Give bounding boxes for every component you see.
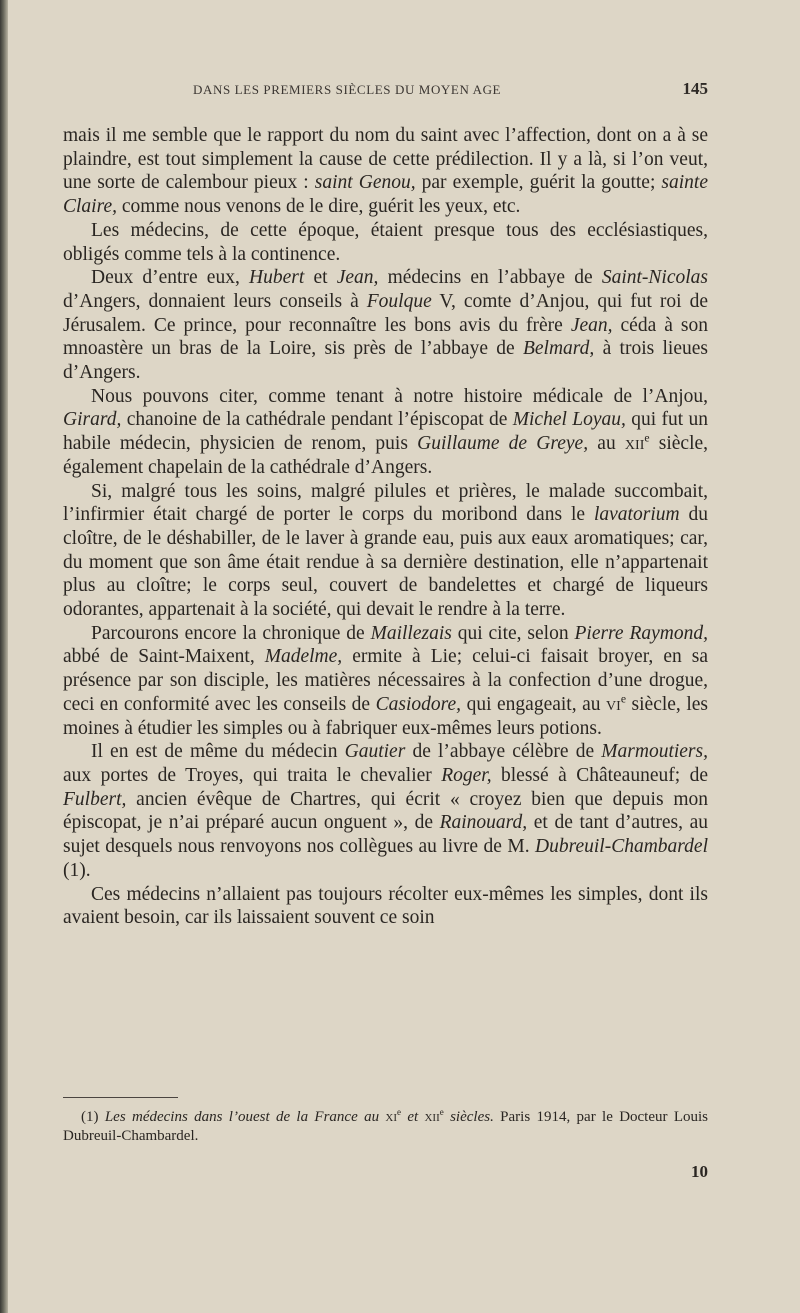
italic-text: siècles. bbox=[443, 1109, 494, 1125]
book-page bbox=[63, 0, 708, 1313]
superscript: e bbox=[644, 431, 650, 445]
book-spine-edge bbox=[0, 0, 8, 1313]
running-title: DANS LES PREMIERS SIÈCLES DU MOYEN AGE bbox=[193, 82, 502, 97]
text-run: qui cite, selon bbox=[451, 622, 575, 644]
signature-mark: 10 bbox=[691, 1162, 708, 1181]
body-text bbox=[63, 124, 708, 930]
italic-text: Madelme, bbox=[264, 646, 343, 668]
text-run: V, comte d’Anjou, qui fut roi de Jérusalem. Ce prince, pour reconnaître les bons avis du frère bbox=[63, 290, 708, 336]
footnote-paragraph bbox=[63, 1108, 708, 1146]
text-run: et de tant d’autres, au sujet desquels nous renvoyons nos collègues au livre de M. bbox=[63, 812, 708, 858]
body-paragraph bbox=[63, 622, 708, 741]
italic-text: Les médecins dans l’ouest de la France au bbox=[104, 1109, 386, 1125]
page-number: 145 bbox=[682, 79, 708, 98]
text-run: (1) bbox=[81, 1109, 105, 1125]
italic-text: Maillezais bbox=[370, 622, 452, 644]
roman-numeral: vi bbox=[606, 693, 621, 715]
italic-text: Fulbert, bbox=[63, 788, 127, 810]
italic-text: Marmoutiers, bbox=[601, 741, 708, 763]
text-run: qui engageait, au bbox=[461, 693, 607, 715]
italic-text: Casiodore, bbox=[375, 693, 462, 715]
footnote-separator bbox=[63, 1097, 178, 1098]
italic-text: Rainouard, bbox=[439, 812, 528, 834]
text-run: du cloître, de le déshabiller, de le laver à grande eau, puis aux eaux aromatiques; car, du moment que son âme était rendue à sa dernière destination, elle n’appartenait plus au cloître; le corps seul, couvert de bandelettes et chargé de liqueurs odorantes, appartenait à la société, qui devait le rendre à la terre. bbox=[63, 504, 709, 621]
text-run: siècle, les moines à étudier les simples ou à fabriquer eux-mêmes leurs potions. bbox=[63, 693, 708, 739]
roman-numeral: xii bbox=[424, 1109, 440, 1125]
text-run: Deux d’entre eux, bbox=[91, 267, 250, 289]
text-run: ancien évêque de Chartres, qui écrit « croyez bien que depuis mon épiscopat, je n’ai préparé aucun onguent », de bbox=[63, 788, 708, 834]
italic-text: Saint-Nicolas bbox=[601, 267, 709, 289]
italic-text: et bbox=[401, 1109, 425, 1125]
footnote bbox=[63, 1108, 708, 1146]
text-run: médecins en l’abbaye de bbox=[378, 267, 602, 289]
body-paragraph bbox=[63, 124, 708, 219]
italic-text: Jean, bbox=[570, 314, 613, 336]
text-run: Paris 1914, par le Docteur Louis Dubreuil-Chambardel. bbox=[63, 1109, 708, 1144]
italic-text: Guillaume de Greye, bbox=[417, 433, 589, 455]
text-run: comme nous venons de le dire, guérit les yeux, etc. bbox=[117, 196, 521, 218]
superscript: e bbox=[620, 692, 627, 706]
italic-text: Foulque bbox=[366, 290, 432, 312]
text-run: abbé de Saint-Maixent, bbox=[63, 646, 265, 668]
italic-text: Michel Loyau, bbox=[512, 409, 626, 431]
italic-text: Girard, bbox=[63, 409, 122, 431]
italic-text: Jean, bbox=[336, 267, 379, 289]
superscript: e bbox=[397, 1107, 401, 1117]
text-run: de l’abbaye célèbre de bbox=[405, 741, 602, 763]
body-paragraph bbox=[63, 883, 708, 930]
text-run: mais il me semble que le rapport du nom du saint avec l’affection, dont on a à se plaindre, est tout simplement la cause de cette prédilection. Il y a là, si l’on veut, une sorte de calembour pieux : bbox=[63, 125, 708, 194]
italic-text: Gautier bbox=[344, 741, 406, 763]
text-run: Nous pouvons citer, comme tenant à notre histoire médicale de l’Anjou, bbox=[91, 385, 708, 407]
text-run: chanoine de la cathédrale pendant l’épiscopat de bbox=[121, 409, 513, 431]
body-paragraph bbox=[63, 480, 708, 622]
text-run: qui fut un habile médecin, physicien de renom, puis bbox=[63, 409, 708, 455]
italic-text: Dubreuil-Chambardel bbox=[535, 836, 708, 858]
text-run: Il en est de même du médecin bbox=[91, 741, 345, 763]
text-run: Ces médecins n’allaient pas toujours récolter eux-mêmes les simples, dont ils avaient besoin, car ils laissaient souvent ce soin bbox=[63, 883, 708, 929]
italic-text: saint Genou, bbox=[314, 172, 416, 194]
text-run: par exemple, guérit la goutte; bbox=[415, 172, 662, 194]
superscript: e bbox=[439, 1107, 444, 1117]
text-run: au bbox=[588, 433, 625, 455]
text-run: Les médecins, de cette époque, étaient presque tous des ecclésiastiques, obligés comme tels à la continence. bbox=[63, 219, 708, 265]
italic-text: Roger, bbox=[441, 764, 492, 786]
body-paragraph bbox=[63, 385, 708, 480]
text-run: et bbox=[304, 267, 337, 289]
italic-text: Hubert bbox=[249, 267, 305, 289]
body-paragraph bbox=[63, 219, 708, 266]
text-run: à trois lieues d’Angers. bbox=[63, 338, 708, 384]
text-run: blessé à Châteauneuf; de bbox=[491, 764, 708, 786]
text-run: aux portes de Troyes, qui traita le chevalier bbox=[63, 764, 442, 786]
text-run: (1). bbox=[63, 859, 91, 881]
body-paragraph bbox=[63, 266, 708, 385]
italic-text: sainte Claire, bbox=[63, 172, 709, 218]
roman-numeral: xii bbox=[624, 433, 645, 455]
text-run: Si, malgré tous les soins, malgré pilules et prières, le malade succombait, l’infirmier était chargé de porter le corps du moribond dans le bbox=[63, 480, 708, 526]
text-run: ermite à Lie; celui-ci faisait broyer, en sa présence par son disciple, les matières nécessaires à la confection d’une drogue, ceci en conformité avec les conseils de bbox=[63, 646, 708, 715]
text-run: siècle, également chapelain de la cathédrale d’Angers. bbox=[63, 433, 709, 478]
text-run: d’Angers, donnaient leurs conseils à bbox=[63, 290, 367, 312]
body-paragraph bbox=[63, 740, 708, 882]
text-run: Parcourons encore la chronique de bbox=[91, 622, 371, 644]
roman-numeral: xi bbox=[385, 1109, 397, 1125]
page-header bbox=[63, 80, 708, 102]
text-run: céda à son mnoastère un bras de la Loire, sis près de l’abbaye de bbox=[63, 314, 708, 360]
italic-text: Belmard, bbox=[522, 338, 595, 360]
italic-text: Pierre Raymond, bbox=[574, 622, 708, 644]
italic-text: lavatorium bbox=[593, 504, 680, 526]
